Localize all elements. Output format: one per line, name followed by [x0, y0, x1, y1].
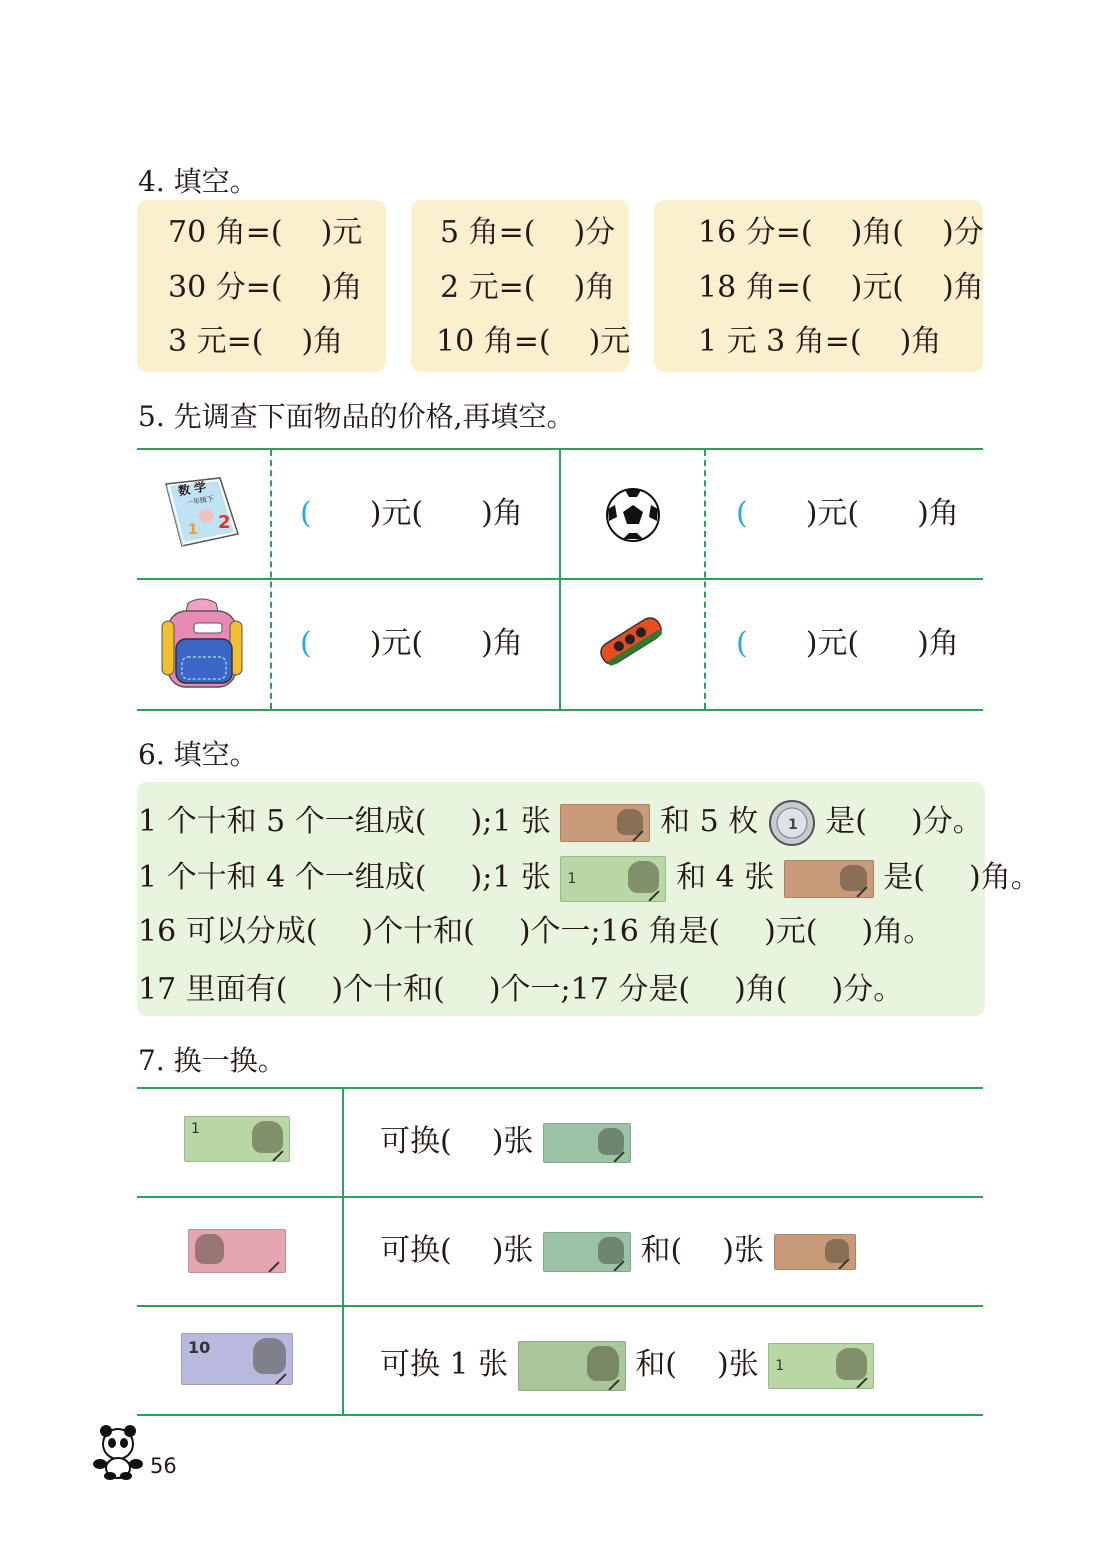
textbook-subtitle: 一年级下 — [185, 494, 215, 508]
q4-b1-line1: 70 角=( )元 — [168, 215, 363, 250]
q5-divider-dash-2 — [704, 450, 706, 709]
q4-b2-line1: 5 角=( )分 — [440, 215, 616, 250]
q4-b2-line3: 10 角=( )元 — [436, 324, 631, 359]
svg-text:2: 2 — [218, 512, 231, 533]
q4-title: 4. 填空。 — [138, 165, 258, 198]
q7-row1-text: 可换( )张 — [380, 1123, 631, 1163]
q6-title: 6. 填空。 — [138, 738, 258, 771]
q4-b3-line2: 18 角=( )元( )角 — [698, 270, 984, 305]
q4-b3-line1: 16 分=( )角( )分 — [698, 215, 984, 250]
soccer-ball-icon — [605, 487, 661, 543]
q7-rule-4 — [137, 1414, 983, 1416]
svg-text:1: 1 — [188, 522, 198, 538]
coin-1fen-icon — [768, 799, 816, 847]
q6-line4: 17 里面有( )个十和( )个一;17 分是( )角( )分。 — [138, 972, 904, 1007]
q4-b1-line3: 3 元=( )角 — [168, 324, 344, 359]
q5-cell-backpack: ( )元( )角 — [300, 626, 523, 661]
banknote-2yuan — [518, 1341, 626, 1391]
q5-cell-ball: ( )元( )角 — [736, 496, 959, 531]
q5-cell-pencil-box: ( )元( )角 — [736, 626, 959, 661]
q4-b1-line2: 30 分=( )角 — [168, 270, 363, 305]
q7-title: 7. 换一换。 — [138, 1044, 286, 1077]
svg-text:1: 1 — [787, 817, 798, 833]
q5-divider-solid — [559, 450, 561, 709]
q6-line3: 16 可以分成( )个十和( )个一;16 角是( )元( )角。 — [138, 914, 934, 949]
q4-b3-line3: 1 元 3 角=( )角 — [698, 324, 942, 359]
q6-line2: 1 个十和 4 个一组成( );1 张 1 和 4 张 是( )角。 — [138, 856, 1041, 902]
banknote-1yuan: 1 — [184, 1116, 290, 1162]
backpack-icon — [158, 597, 246, 693]
q6-line1: 1 个十和 5 个一组成( );1 张 和 5 枚 1 是( )分。 — [138, 799, 983, 847]
q5-rule-bottom — [137, 709, 983, 711]
banknote-1jiao — [774, 1234, 856, 1270]
banknote-1yuan: 1 — [560, 856, 666, 902]
textbook-title: 数 学 — [177, 479, 208, 499]
q5-cell-book: ( )元( )角 — [300, 496, 523, 531]
pencil-box-icon — [596, 612, 666, 670]
q7-rule-2 — [137, 1196, 983, 1198]
banknote-5jiao — [188, 1229, 286, 1273]
banknote-1jiao — [560, 804, 650, 842]
banknote-2jiao — [543, 1232, 631, 1272]
panda-icon — [92, 1424, 144, 1480]
q7-rule-1 — [137, 1087, 983, 1089]
banknote-1jiao — [784, 860, 874, 898]
q5-title: 5. 先调查下面物品的价格,再填空。 — [138, 400, 575, 433]
q7-rule-3 — [137, 1305, 983, 1307]
q7-row2-text: 可换( )张 和( )张 — [380, 1232, 856, 1272]
q7-divider — [342, 1089, 344, 1414]
page-number: 56 — [150, 1454, 177, 1478]
banknote-10yuan: 10 — [181, 1333, 293, 1385]
banknote-2jiao — [543, 1123, 631, 1163]
q5-divider-dash-1 — [270, 450, 272, 709]
q7-row3-text: 可换 1 张 和( )张 1 — [380, 1341, 874, 1391]
q4-b2-line2: 2 元=( )角 — [440, 270, 616, 305]
banknote-1yuan: 1 — [768, 1343, 874, 1389]
